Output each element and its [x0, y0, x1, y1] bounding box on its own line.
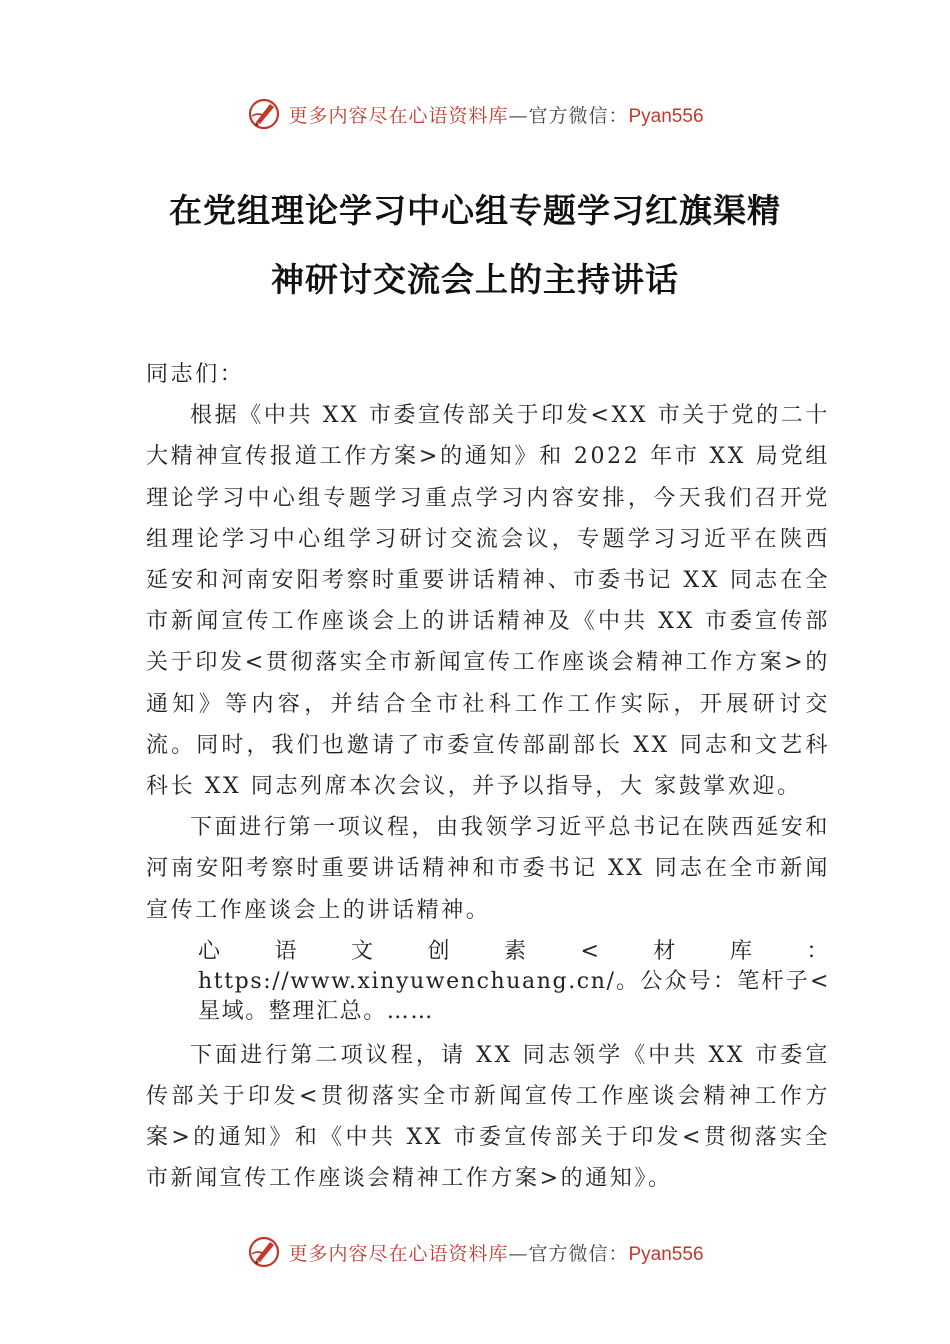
banner-text — [288, 1239, 703, 1266]
pen-logo-icon — [246, 96, 282, 132]
title-line-1: 在党组理论学习中心组专题学习红旗渠精 — [169, 191, 781, 230]
document-title — [120, 176, 830, 314]
banner-separator: — — [508, 104, 529, 127]
banner-wechat-label: 官方微信： — [528, 1242, 629, 1265]
header-banner — [0, 94, 950, 134]
banner-text — [288, 101, 703, 128]
banner-separator: — — [508, 1242, 529, 1265]
greeting: 同志们： — [146, 362, 245, 387]
banner-slogan: 更多内容尽在心语资料库 — [288, 104, 509, 127]
paragraph-2: 下面进行第一项议程，由我领学习近平总书记在陕西延安和河南安阳考察时重要讲话精神和市委书记 XX 同志在全市新闻宣传工作座谈会上的讲话精神。 — [146, 815, 830, 923]
banner-wechat-label: 官方微信： — [528, 104, 629, 127]
paragraph-3: 下面进行第二项议程，请 XX 同志领学《中共 XX 市委宣传部关于印发<贯彻落实全市新闻宣传工作座谈会精神工作方案>的通知》和《中共 XX 市委宣传部关于印发<贯彻落实全市新闻宣传工作座谈会精神工作方案>的通知》。 — [146, 1042, 830, 1192]
banner-slogan: 更多内容尽在心语资料库 — [288, 1242, 509, 1265]
source-note: 心语文创素<材库：https://www.xinyuwenchuang.cn/。公众号：笔杆子<星域。整理汇总。…… — [198, 938, 830, 1024]
paragraph-1: 根据《中共 XX 市委宣传部关于印发<XX 市关于党的二十大精神宣传报道工作方案>的通知》和 2022 年市 XX 局党组理论学习中心组专题学习重点学习内容安排，今天我们召开党组理论学习中心组学习研讨交流会议，专题学习习近平在陕西延安和河南安阳考察时重要讲话精神、市委书记 XX 同志在全市新闻宣传工作座谈会上的讲话精神及《中共 XX 市委宣传部关于印发<贯彻落实全市新闻宣传工作座谈会精神工作方案>的通知》等内容，并结合全市社科工作工作实际，开展研讨交流。同时，我们也邀请了市委宣传部副部长 XX 同志和文艺科科长 XX 同志列席本次会议，并予以指导，大 家鼓掌欢迎。 — [146, 403, 830, 800]
footer-banner — [0, 1232, 950, 1272]
document-body — [146, 354, 830, 1200]
pen-logo-icon — [246, 1234, 282, 1270]
title-line-2: 神研讨交流会上的主持讲话 — [271, 260, 679, 299]
banner-wechat-id: Pyan556 — [628, 1243, 704, 1265]
banner-wechat-id: Pyan556 — [628, 105, 704, 127]
